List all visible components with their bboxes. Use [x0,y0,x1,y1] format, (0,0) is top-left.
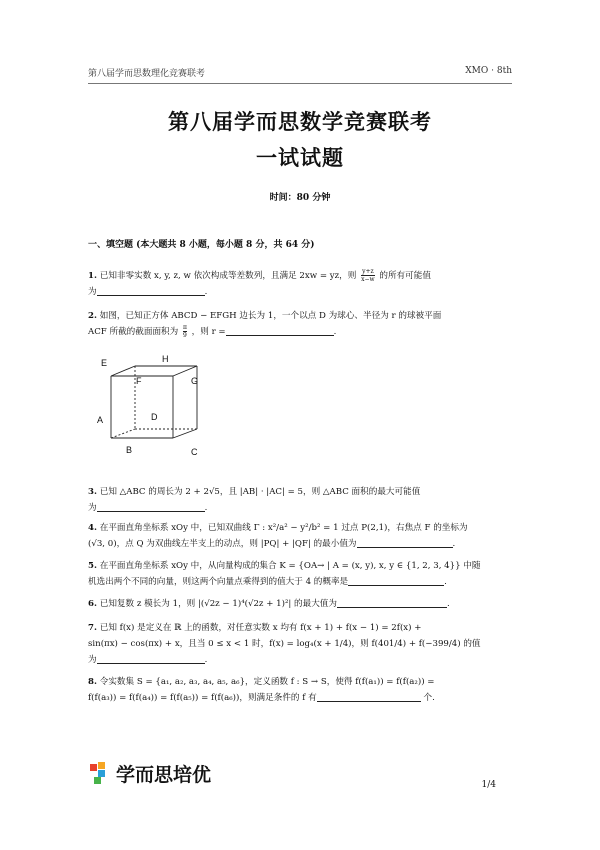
label-h: H [162,354,169,364]
q8-number: 8. [88,677,97,687]
title-main: 第八届学而思数学竞赛联考 [168,110,432,134]
q1-line2: 为 [88,287,97,297]
q7-number: 7. [88,623,97,633]
edge-eh [111,366,135,376]
q6-number: 6. [88,599,97,609]
label-e: E [101,358,108,368]
q4-line2: (√3, 0)，点 Q 为双曲线左半支上的动点，则 |PQ| + |QF| 的最小值为 [88,539,357,549]
q5-line2: 机选出两个不同的向量，则这两个向量点乘得到的值大于 4 的概率是 [88,577,349,587]
cube-figure [95,352,225,462]
edge-hidden-left [111,429,135,438]
q4-answer-blank[interactable] [357,537,453,548]
q1-frac-bottom: x−w [361,276,375,283]
q1-frac-top: y+z [362,268,374,275]
q5-line1: 在平面直角坐标系 xOy 中，从向量构成的集合 K = {OA→ | A = (x, y), x, y ∈ {1, 2, 3, 4}} 中随 [99,561,481,571]
question-6: 6. 已知复数 z 模长为 1，则 |(√2z − 1)⁴(√2z + 1)²| 的最大值为 . [88,599,450,609]
label-c: C [191,447,198,457]
edge-fg [173,366,197,376]
q3-number: 3. [88,487,97,497]
header-right: XMO · 8th [465,66,512,76]
header-left: 第八届学而思数理化竞赛联考 [88,69,206,79]
q7-line2: sin(πx) − cos(πx) + x，且当 0 ≤ x < 1 时，f(x) = log₄(x + 1/4)，则 f(401/4) + f(−399/4) 的值 [88,639,481,649]
q8-answer-blank[interactable] [317,691,421,702]
question-7: 7. 已知 f(x) 是定义在 ℝ 上的函数，对任意实数 x 均有 f(x + 1) + f(x − 1) = 2f(x) + sin(πx) − cos(πx) + x，且当 0 ≤ x < 1 时，f(x) = log₄(x + 1/4)，则 f(401/4) + f(−399/4) 的值 为 . [88,623,481,665]
page-header [88,66,512,84]
q1-fraction [361,268,375,283]
question-2: 2. 如图，已知正方体 ABCD − EFGH 边长为 1，一个以点 D 为球心、半径为 r 的球被平面 ACF 所截的截面面积为 $\frac{\pi}{9}$ ，则 r = . [88,311,442,339]
q1-number: 1. [88,271,97,281]
section-heading: 一、填空题 (本大题共 8 小题，每小题 8 分，共 64 分) [88,240,315,250]
logo-mark-icon [90,762,112,786]
q5-answer-blank[interactable] [348,575,444,586]
question-3: 3. 已知 △ABC 的周长为 2 + 2√5，且 |AB| · |AC| = 5，则 △ABC 面积的最大可能值 为 . [88,487,421,513]
q2-answer-blank[interactable] [226,325,334,336]
label-d: D [151,412,158,422]
q6-answer-blank[interactable] [337,597,447,608]
q2-number: 2. [88,311,97,321]
q1-line1-end: 的所有可能值 [379,271,431,281]
exam-time: 时间：80 分钟 [269,193,331,203]
page-number: 1/4 [481,780,496,790]
q3-answer-blank[interactable] [97,501,205,512]
q3-line2: 为 [88,503,97,513]
q2-fraction [183,324,187,339]
label-g: G [191,376,199,386]
label-a: A [97,415,104,425]
q1-line1: 已知非零实数 x, y, z, w 依次构成等差数列，且满足 2xw = yz，则 [99,271,357,281]
label-b: B [126,445,133,455]
question-8 [88,674,498,706]
logo-text: 学而思培优 [116,764,212,786]
question-4: 4. 在平面直角坐标系 xOy 中，已知双曲线 Γ : x²/a² − y²/b² = 1 过点 P(2,1)，右焦点 F 的坐标为 (√3, 0)，点 Q 为双曲线左半支上的动点，则 |PQ| + |QF| 的最小值为 . [88,523,468,549]
q4-number: 4. [88,523,97,533]
question-1: 1. 已知非零实数 x, y, z, w 依次构成等差数列，且满足 2xw = yz，则 $\frac{y+z}{x-w}$ 的所有可能值 为 . [88,268,431,297]
q2-line2b: ，则 r = [191,327,226,337]
q8-line2-end: 个. [423,693,435,703]
q7-line3: 为 [88,655,97,665]
q2-line2a: ACF 所截的截面面积为 [88,327,179,337]
q2-line1: 如图，已知正方体 ABCD − EFGH 边长为 1，一个以点 D 为球心、半径为 r 的球被平面 [99,311,442,321]
q7-line1: 已知 f(x) 是定义在 ℝ 上的函数，对任意实数 x 均有 f(x + 1) + f(x − 1) = 2f(x) + [99,623,422,633]
q8-line2: f(f(a₃)) = f(f(a₄)) = f(f(a₅)) = f(f(a₆))，则满足条件的 f 有 [88,693,317,703]
q8-line1: 令实数集 S = {a₁, a₂, a₃, a₄, a₅, a₆}，定义函数 f : S → S，使得 f(f(a₁)) = f(f(a₂)) = [99,677,435,687]
brand-logo [90,760,211,787]
q6-line1: 已知复数 z 模长为 1，则 |(√2z − 1)⁴(√2z + 1)²| 的最大值为 [99,599,337,609]
q2-frac-bottom: 9 [183,332,187,339]
title-sub: 一试试题 [256,146,344,170]
q1-answer-blank[interactable] [97,285,205,296]
q3-line1: 已知 △ABC 的周长为 2 + 2√5，且 |AB| · |AC| = 5，则 △ABC 面积的最大可能值 [99,487,421,497]
q5-number: 5. [88,561,97,571]
q2-frac-top: π [182,324,187,331]
label-f: F [136,376,142,386]
q7-answer-blank[interactable] [97,653,205,664]
question-5: 5. 在平面直角坐标系 xOy 中，从向量构成的集合 K = {OA→ | A = (x, y), x, y ∈ {1, 2, 3, 4}} 中随 机选出两个不同的向量，则这两个向量点乘得到的值大于 4 的概率是 . [88,561,481,587]
q4-line1: 在平面直角坐标系 xOy 中，已知双曲线 Γ : x²/a² − y²/b² = 1 过点 P(2,1)，右焦点 F 的坐标为 [99,523,468,533]
edge-bottom-right [173,429,197,438]
